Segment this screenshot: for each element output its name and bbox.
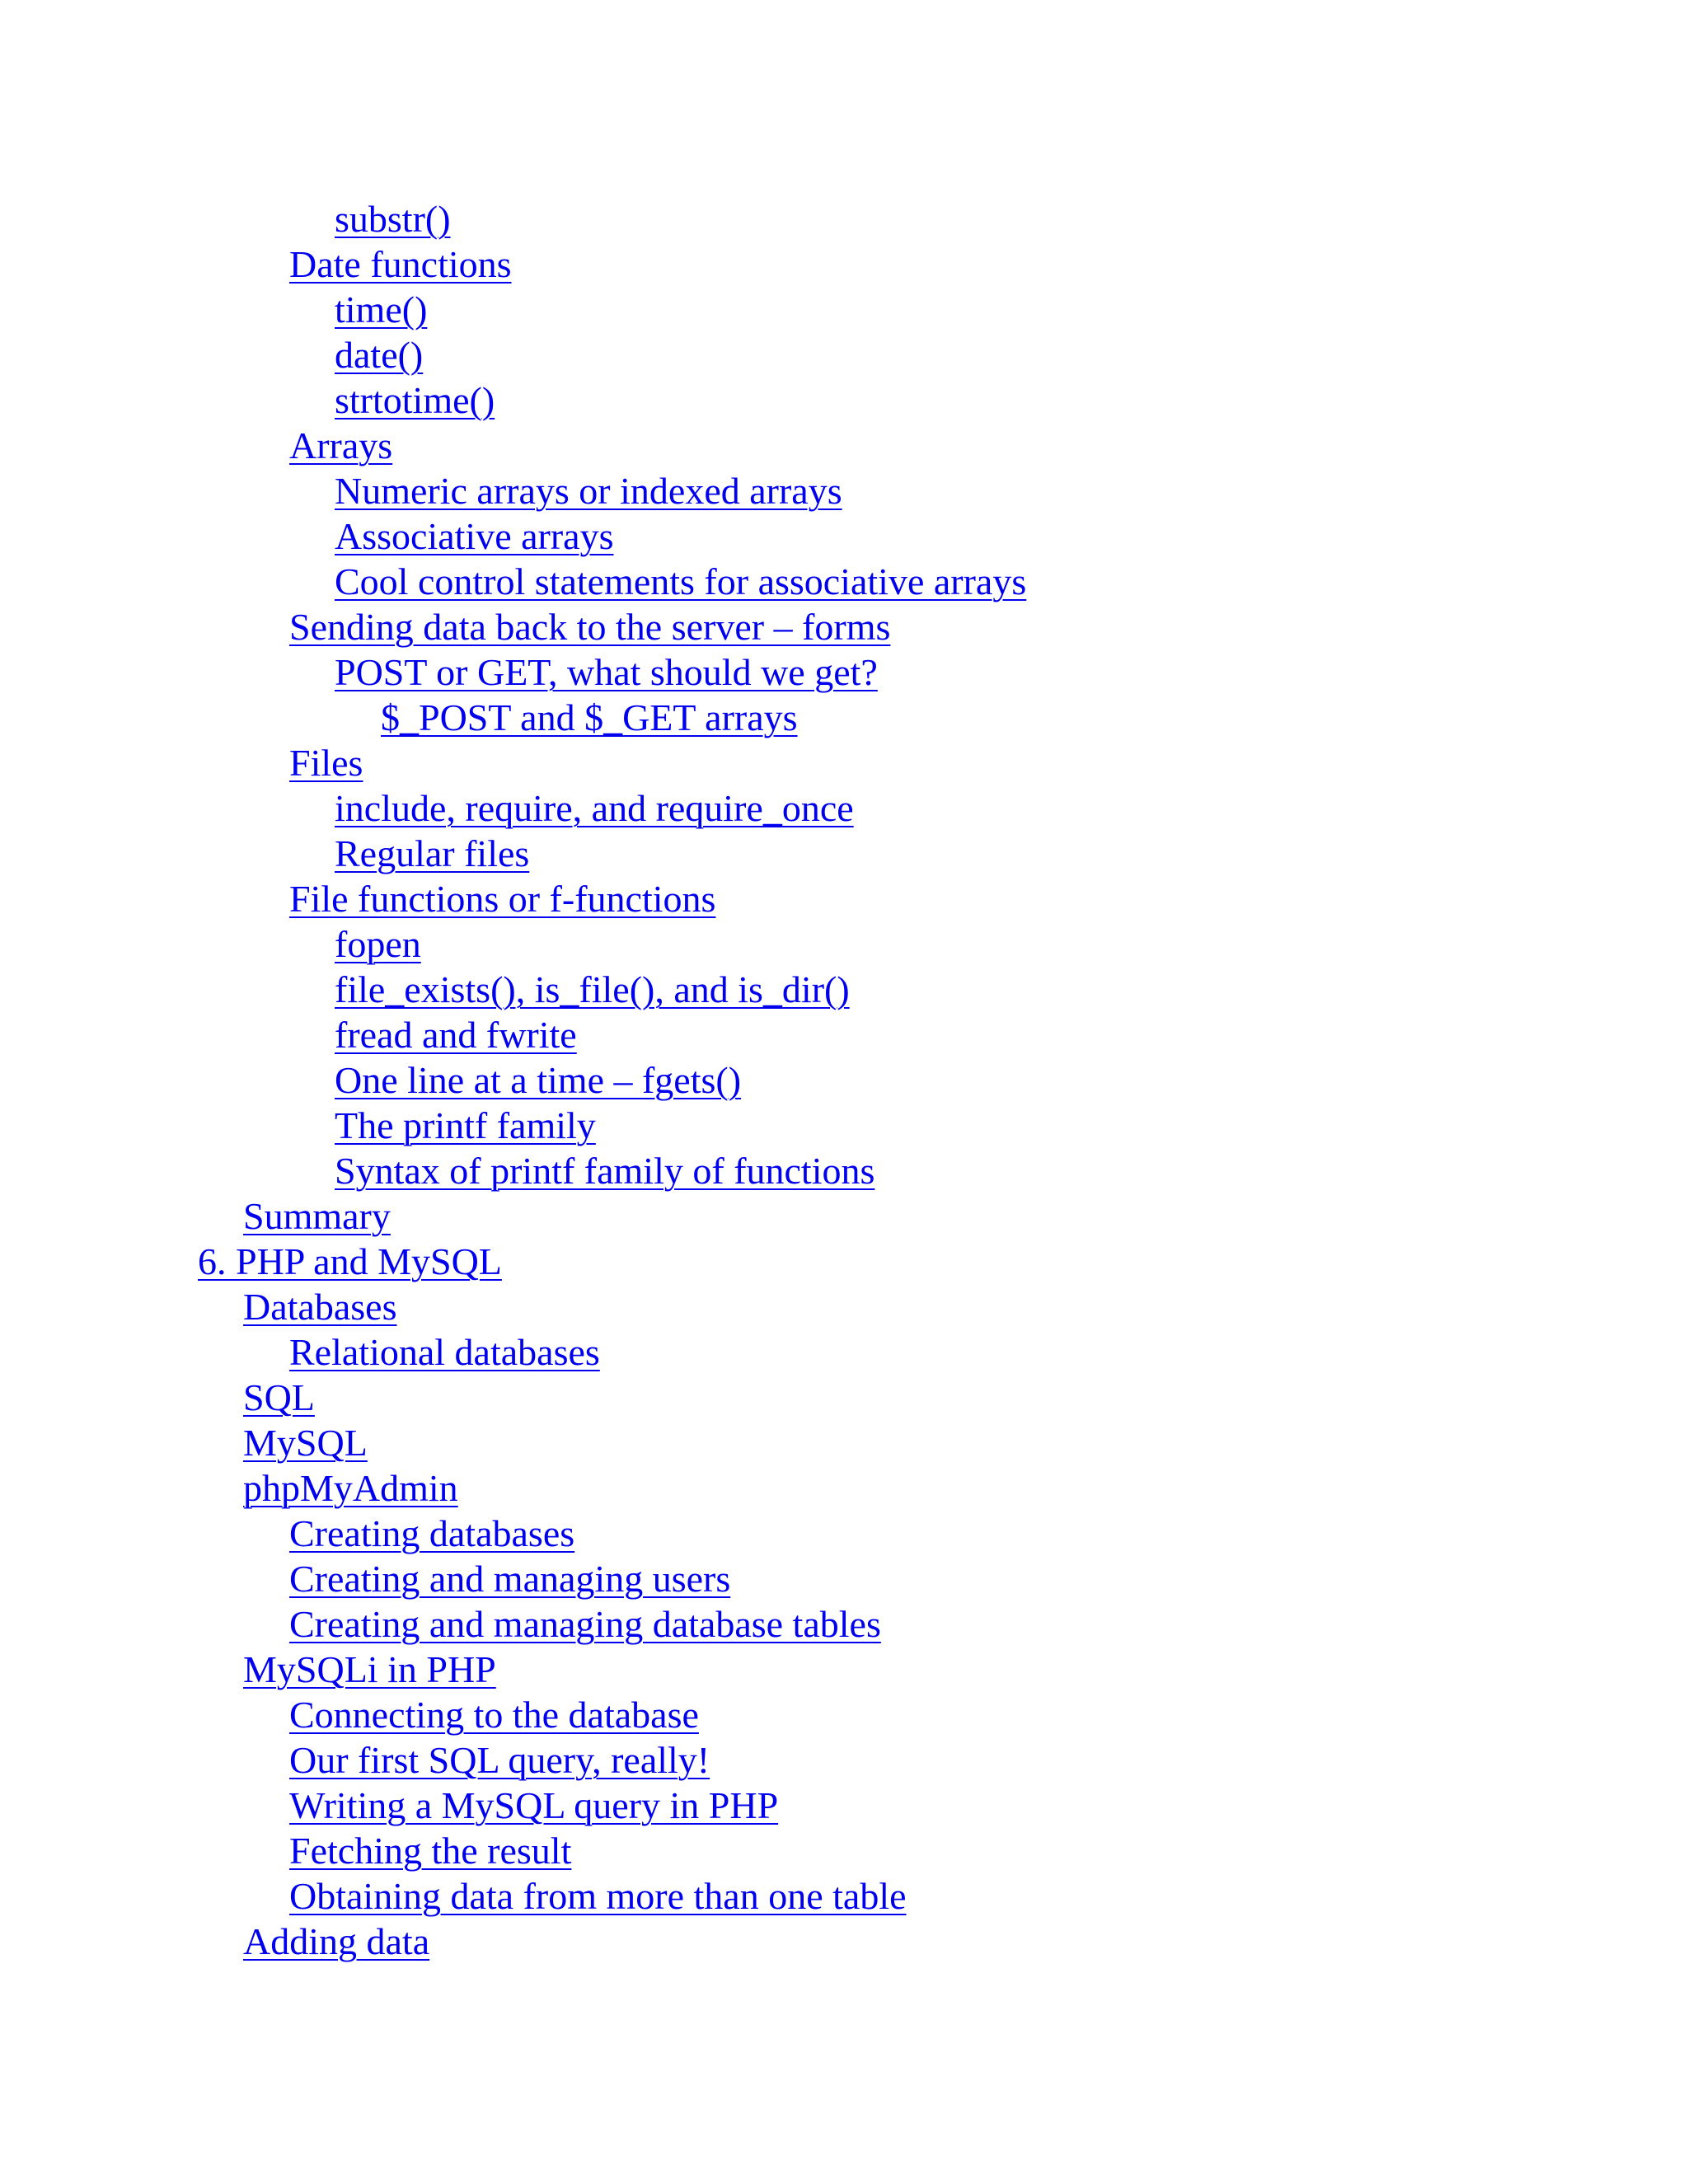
toc-link-adding-data[interactable]: Adding data xyxy=(243,1920,430,1962)
toc-item xyxy=(0,1420,1688,1465)
toc-item xyxy=(0,1783,1688,1828)
toc-link-printf-syntax[interactable]: Syntax of printf family of functions xyxy=(335,1150,875,1192)
toc-item xyxy=(0,967,1688,1012)
toc-item xyxy=(0,649,1688,695)
toc-item xyxy=(0,241,1688,287)
toc-item xyxy=(0,196,1688,241)
toc-link-post-or-get[interactable]: POST or GET, what should we get? xyxy=(335,651,878,693)
toc-link-phpmyadmin[interactable]: phpMyAdmin xyxy=(243,1467,458,1509)
toc-item xyxy=(0,1919,1688,1964)
toc-item xyxy=(0,785,1688,831)
toc-link-multiple-tables[interactable]: Obtaining data from more than one table xyxy=(289,1875,907,1917)
toc-item xyxy=(0,921,1688,967)
toc-link-managing-users[interactable]: Creating and managing users xyxy=(289,1558,731,1600)
toc-link-date[interactable]: date() xyxy=(335,334,424,376)
toc-item xyxy=(0,1103,1688,1148)
toc-item xyxy=(0,1375,1688,1420)
toc-link-files[interactable]: Files xyxy=(289,742,363,784)
toc-item xyxy=(0,1873,1688,1919)
toc-link-mysql[interactable]: MySQL xyxy=(243,1422,368,1464)
toc-link-databases[interactable]: Databases xyxy=(243,1286,397,1328)
toc-item xyxy=(0,1193,1688,1239)
toc-link-fetching-result[interactable]: Fetching the result xyxy=(289,1830,572,1872)
toc-link-mysqli-in-php[interactable]: MySQLi in PHP xyxy=(243,1648,496,1690)
toc-link-arrays[interactable]: Arrays xyxy=(289,424,393,466)
toc-link-managing-tables[interactable]: Creating and managing database tables xyxy=(289,1603,881,1645)
toc-link-writing-mysql-query[interactable]: Writing a MySQL query in PHP xyxy=(289,1784,779,1826)
toc-link-numeric-arrays[interactable]: Numeric arrays or indexed arrays xyxy=(335,470,842,512)
toc-item xyxy=(0,1012,1688,1057)
toc-link-fread-fwrite[interactable]: fread and fwrite xyxy=(335,1014,577,1056)
toc-item xyxy=(0,1647,1688,1692)
toc-item xyxy=(0,559,1688,604)
toc-item xyxy=(0,1284,1688,1329)
toc-link-sending-data-forms[interactable]: Sending data back to the server – forms xyxy=(289,606,891,648)
toc-item xyxy=(0,695,1688,740)
toc-link-include-require[interactable]: include, require, and require_once xyxy=(335,787,854,829)
toc-link-file-exists[interactable]: file_exists(), is_file(), and is_dir() xyxy=(335,968,850,1010)
toc-link-date-functions[interactable]: Date functions xyxy=(289,243,512,285)
toc-link-substr[interactable]: substr() xyxy=(335,198,451,240)
toc-item xyxy=(0,1511,1688,1556)
toc-item xyxy=(0,831,1688,876)
toc-item xyxy=(0,423,1688,468)
toc-link-relational-databases[interactable]: Relational databases xyxy=(289,1331,600,1373)
toc-link-fopen[interactable]: fopen xyxy=(335,923,421,965)
toc-link-chapter-6[interactable]: 6. PHP and MySQL xyxy=(198,1240,502,1282)
toc-link-first-sql-query[interactable]: Our first SQL query, really! xyxy=(289,1739,710,1781)
toc-link-associative-arrays[interactable]: Associative arrays xyxy=(335,515,614,557)
toc-item xyxy=(0,332,1688,377)
toc-link-post-get-arrays[interactable]: $_POST and $_GET arrays xyxy=(381,696,798,738)
toc-item xyxy=(0,377,1688,423)
toc-link-regular-files[interactable]: Regular files xyxy=(335,832,530,874)
toc-link-cool-control-statements[interactable]: Cool control statements for associative arrays xyxy=(335,560,1027,602)
toc-item xyxy=(0,1329,1688,1375)
toc-link-fgets[interactable]: One line at a time – fgets() xyxy=(335,1059,742,1101)
toc-link-strtotime[interactable]: strtotime() xyxy=(335,379,495,421)
toc-item xyxy=(0,1465,1688,1511)
toc-item xyxy=(0,1692,1688,1737)
toc-item xyxy=(0,1601,1688,1647)
toc-item xyxy=(0,287,1688,332)
toc-item xyxy=(0,1148,1688,1193)
toc-link-summary[interactable]: Summary xyxy=(243,1195,391,1237)
toc-item xyxy=(0,604,1688,649)
toc-item xyxy=(0,468,1688,513)
toc-link-creating-databases[interactable]: Creating databases xyxy=(289,1512,575,1554)
toc-item xyxy=(0,1239,1688,1284)
toc-item xyxy=(0,513,1688,559)
toc-link-connecting[interactable]: Connecting to the database xyxy=(289,1694,699,1736)
toc-item xyxy=(0,740,1688,785)
toc-link-file-functions[interactable]: File functions or f-functions xyxy=(289,878,716,920)
toc-link-printf-family[interactable]: The printf family xyxy=(335,1104,596,1146)
table-of-contents xyxy=(0,196,1688,1964)
toc-item xyxy=(0,876,1688,921)
toc-link-sql[interactable]: SQL xyxy=(243,1376,315,1418)
toc-item xyxy=(0,1737,1688,1783)
toc-item xyxy=(0,1057,1688,1103)
toc-item xyxy=(0,1828,1688,1873)
toc-link-time[interactable]: time() xyxy=(335,288,428,330)
toc-item xyxy=(0,1556,1688,1601)
